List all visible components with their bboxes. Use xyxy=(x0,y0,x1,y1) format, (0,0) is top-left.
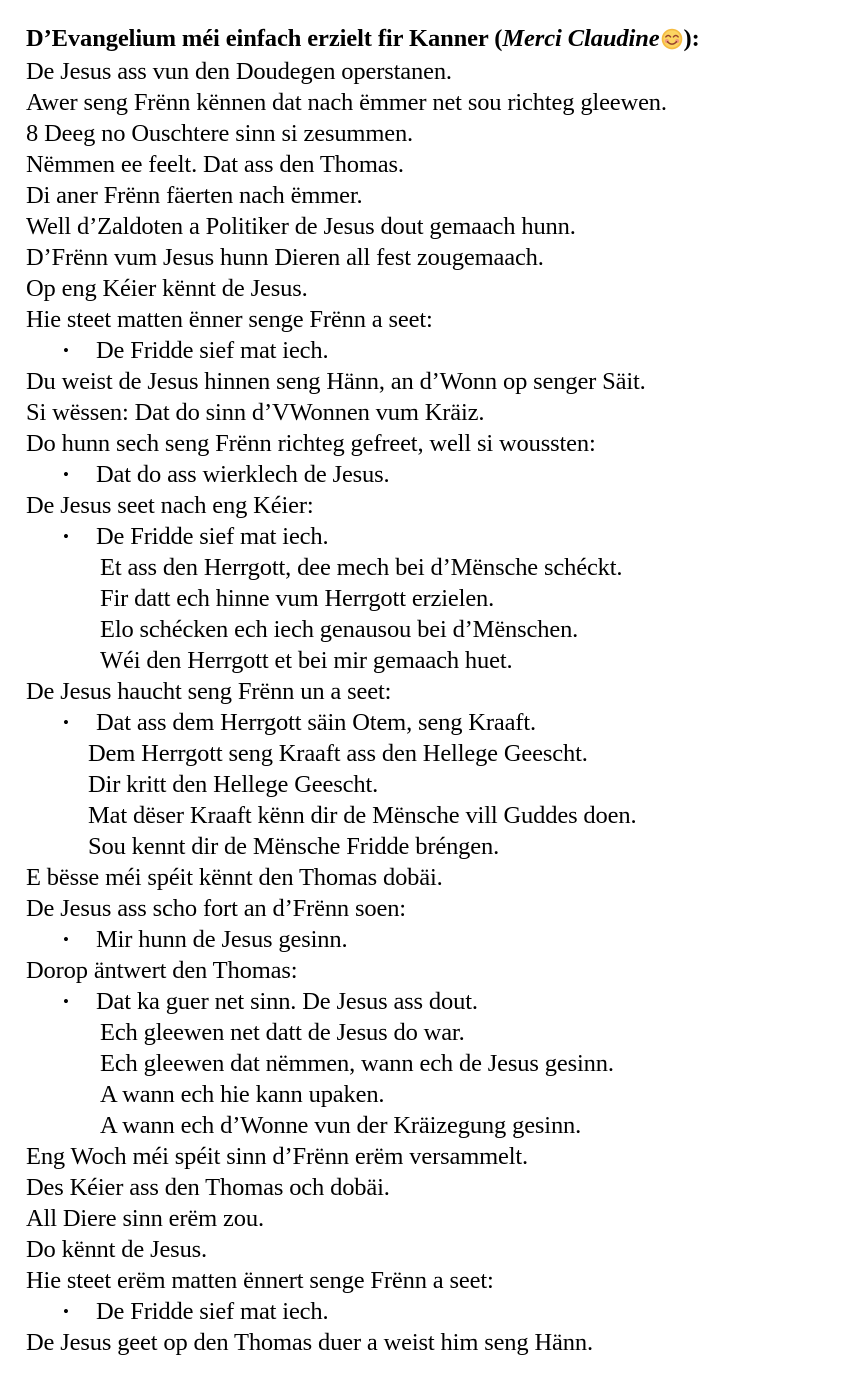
bullet-list-item-text: Mir hunn de Jesus gesinn. xyxy=(96,926,348,953)
document-body xyxy=(0,56,863,1358)
bullet-list-item-text: Dat ass dem Herrgott säin Otem, seng Kraaft. xyxy=(96,709,536,736)
body-line: D’Frënn vum Jesus hunn Dieren all fest zougemaach. xyxy=(26,244,544,271)
bullet-point-icon: • xyxy=(63,1302,69,1321)
bullet-continuation-line: A wann ech hie kann upaken. xyxy=(100,1081,385,1108)
smiling-face-with-smiling-eyes-icon xyxy=(661,28,683,50)
bullet-continuation-line: Sou kennt dir de Mënsche Fridde bréngen. xyxy=(88,833,500,860)
bullet-list-item xyxy=(0,1296,863,1327)
body-line: De Jesus ass scho fort an d’Frënn soen: xyxy=(26,895,406,922)
bullet-continuation-line: Et ass den Herrgott, dee mech bei d’Mënsche schéckt. xyxy=(100,554,623,581)
bullet-point-icon: • xyxy=(63,713,69,732)
body-line: Awer seng Frënn kënnen dat nach ëmmer net sou richteg gleewen. xyxy=(26,89,667,116)
bullet-list-item xyxy=(0,459,863,490)
bullet-point-icon: • xyxy=(63,992,69,1011)
bullet-continuation-line: A wann ech d’Wonne vun der Kräizegung gesinn. xyxy=(100,1112,582,1139)
bullet-list-item xyxy=(0,335,863,366)
bullet-list-item-text: Dat ka guer net sinn. De Jesus ass dout. xyxy=(96,988,478,1015)
body-line: De Jesus haucht seng Frënn un a seet: xyxy=(26,678,392,705)
bullet-continuation-line: Ech gleewen net datt de Jesus do war. xyxy=(100,1019,465,1046)
bullet-continuation-line: Elo schécken ech iech genausou bei d’Mënschen. xyxy=(100,616,579,643)
body-line: Nëmmen ee feelt. Dat ass den Thomas. xyxy=(26,151,404,178)
body-line: Du weist de Jesus hinnen seng Hänn, an d’Wonn op senger Säit. xyxy=(26,368,646,395)
body-line: All Diere sinn erëm zou. xyxy=(26,1205,264,1232)
body-line: Hie steet matten ënner senge Frënn a seet: xyxy=(26,306,433,333)
body-line: Des Kéier ass den Thomas och dobäi. xyxy=(26,1174,390,1201)
bullet-list-item-text: De Fridde sief mat iech. xyxy=(96,523,329,550)
body-line: De Jesus geet op den Thomas duer a weist him seng Hänn. xyxy=(26,1329,593,1356)
body-line: Well d’Zaldoten a Politiker de Jesus dout gemaach hunn. xyxy=(26,213,576,240)
page-title xyxy=(26,24,843,54)
bullet-continuation-line: Ech gleewen dat nëmmen, wann ech de Jesus gesinn. xyxy=(100,1050,614,1077)
body-line: Do hunn sech seng Frënn richteg gefreet, well si woussten: xyxy=(26,430,596,457)
page-title-attribution: Merci Claudine xyxy=(502,25,660,53)
body-line: E bësse méi spéit kënnt den Thomas dobäi. xyxy=(26,864,443,891)
body-line: De Jesus ass vun den Doudegen operstanen. xyxy=(26,58,452,85)
bullet-continuation-line: Fir datt ech hinne vum Herrgott erzielen. xyxy=(100,585,495,612)
bullet-point-icon: • xyxy=(63,527,69,546)
bullet-list-item xyxy=(0,924,863,955)
bullet-continuation-line: Wéi den Herrgott et bei mir gemaach huet. xyxy=(100,647,513,674)
body-line: Eng Woch méi spéit sinn d’Frënn erëm versammelt. xyxy=(26,1143,529,1170)
bullet-continuation-line: Dir kritt den Hellege Geescht. xyxy=(88,771,379,798)
bullet-point-icon: • xyxy=(63,930,69,949)
bullet-list-item-text: De Fridde sief mat iech. xyxy=(96,337,329,364)
bullet-continuation-line: Dem Herrgott seng Kraaft ass den Hellege Geescht. xyxy=(88,740,588,767)
bullet-point-icon: • xyxy=(63,341,69,360)
bullet-continuation-line: Mat dëser Kraaft kënn dir de Mënsche vill Guddes doen. xyxy=(88,802,637,829)
page-title-text-tail: ): xyxy=(683,25,700,53)
body-line: De Jesus seet nach eng Kéier: xyxy=(26,492,314,519)
body-line: Op eng Kéier kënnt de Jesus. xyxy=(26,275,308,302)
body-line: Do kënnt de Jesus. xyxy=(26,1236,208,1263)
body-line: 8 Deeg no Ouschtere sinn si zesummen. xyxy=(26,120,414,147)
bullet-list-item-text: De Fridde sief mat iech. xyxy=(96,1298,329,1325)
bullet-list-item xyxy=(0,707,863,738)
page-title-text-lead: D’Evangelium méi einfach erzielt fir Kanner ( xyxy=(26,25,503,53)
bullet-list-item xyxy=(0,986,863,1017)
bullet-point-icon: • xyxy=(63,465,69,484)
body-line: Hie steet erëm matten ënnert senge Frënn a seet: xyxy=(26,1267,494,1294)
bullet-list-item xyxy=(0,521,863,552)
body-line: Si wëssen: Dat do sinn d’VWonnen vum Kräiz. xyxy=(26,399,485,426)
bullet-list-item-text: Dat do ass wierklech de Jesus. xyxy=(96,461,390,488)
body-line: Dorop äntwert den Thomas: xyxy=(26,957,298,984)
body-line: Di aner Frënn fäerten nach ëmmer. xyxy=(26,182,363,209)
